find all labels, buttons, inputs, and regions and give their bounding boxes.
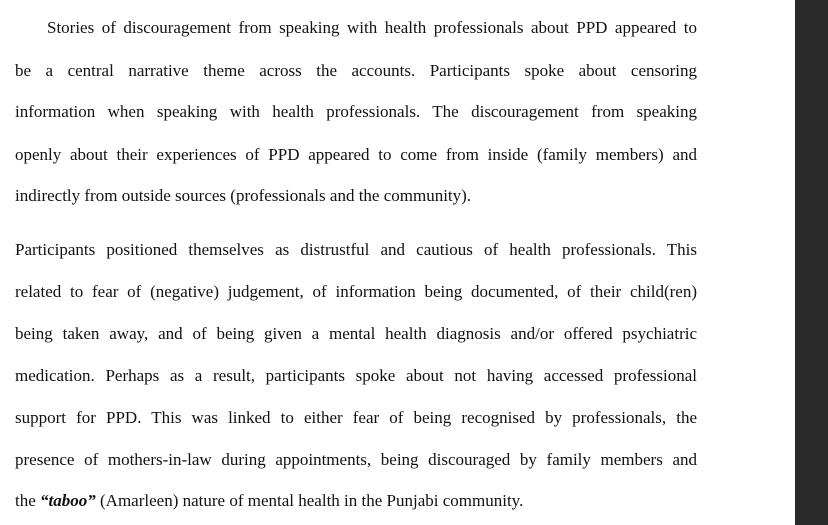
viewer-background-edge (795, 0, 828, 525)
paragraph-1-line-1: Stories of discouragement from speaking with health professionals about PPD appeared to (47, 18, 697, 37)
paragraph-2-line-7 (15, 491, 697, 511)
paragraph-2-line-1: Participants positioned themselves as distrustful and cautious of health professionals. This (15, 240, 697, 259)
paragraph-1-line-3: information when speaking with health professionals. The discouragement from speaking (15, 102, 697, 121)
paragraph-2-line-5: support for PPD. This was linked to either fear of being recognised by professionals, the (15, 408, 697, 427)
paragraph-2-line-6: presence of mothers-in-law during appointments, being discouraged by family members and (15, 450, 697, 469)
paragraph-2-line-2: related to fear of (negative) judgement, of information being documented, of their child(ren) (15, 282, 697, 301)
taboo-term: “taboo” (40, 491, 96, 510)
paragraph-1-line-5: indirectly from outside sources (professionals and the community). (15, 186, 472, 205)
paragraph-2-line-4: medication. Perhaps as a result, participants spoke about not having accessed professional (15, 366, 697, 385)
paragraph-1-line-2: be a central narrative theme across the accounts. Participants spoke about censoring (15, 61, 697, 80)
line-7-suffix: (Amarleen) nature of mental health in the Punjabi community. (95, 491, 524, 510)
paragraph-2-line-3: being taken away, and of being given a mental health diagnosis and/or offered psychiatric (15, 324, 697, 343)
paragraph-1-line-4: openly about their experiences of PPD appeared to come from inside (family members) and (15, 145, 697, 164)
line-7-prefix: the (15, 491, 41, 510)
